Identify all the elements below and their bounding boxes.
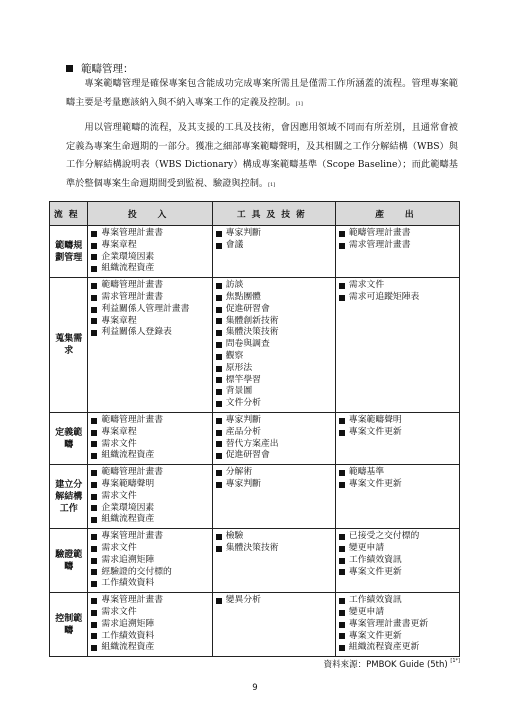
list-item [91,467,208,479]
list-item [216,316,332,328]
list-item-text: 利益關係人管理計畫書 [101,303,190,314]
list-item-text: 經驗證的交付標的 [101,566,172,577]
cell-tools [212,593,335,657]
list-item-text: 訪談 [225,280,244,291]
source-text: 資料來源：PMBOK Guide (5th) [323,660,448,670]
header-outputs: 產 出 [335,202,459,226]
paragraph-1-text: 專案範疇管理是確保專案包含能成功完成專案所需且是僅需工作所涵蓋的流程。管理專案範疇主要是考量應該納入與不納入專案工作的定義及控制。 [66,78,458,108]
cell-tools [212,226,335,278]
outputs-list [339,415,456,439]
list-item-text: 需求可追蹤矩陣表 [348,291,420,302]
outputs-list [339,531,456,578]
list-item [216,280,332,292]
list-item-text: 工作績效資訊 [348,595,402,606]
list-item [216,363,332,375]
list-item-text: 促進研習會 [225,450,270,461]
list-item [339,642,456,654]
list-item-text: 專案管理計畫書 [101,531,164,542]
list-item [216,375,332,387]
list-item-text: 工作績效資料 [101,578,155,589]
list-item-text: 檢驗 [225,531,244,542]
table-row [50,593,460,657]
square-bullet-icon [216,243,222,249]
list-item-text: 需求管理計畫書 [348,239,411,250]
square-bullet-icon [216,366,222,372]
page-number: 9 [252,683,258,693]
list-item-text: 組織流程資產 [101,514,155,525]
list-item [91,439,208,451]
cell-outputs [335,412,459,464]
square-bullet-icon [91,610,97,616]
square-bullet-icon [216,534,222,540]
tools-list [216,467,332,491]
square-bullet-icon [216,354,222,360]
square-bullet-icon [216,470,222,476]
list-item-text: 需求文件 [101,490,137,501]
cell-outputs [335,593,459,657]
square-bullet-icon [216,231,222,237]
list-item [216,415,332,427]
cell-inputs [88,465,212,529]
square-bullet-icon [216,482,222,488]
list-item-text: 專案管理計畫書 [101,228,164,238]
list-item [91,280,208,292]
scope-process-table [49,201,460,657]
list-item-text: 組織流程資產更新 [348,642,420,653]
list-item-text: 範疇管理計畫書 [101,414,164,425]
cell-inputs [88,593,212,657]
cell-tools [212,465,335,529]
list-item [339,427,456,439]
list-item-text: 需求文件 [101,542,137,553]
square-bullet-icon [216,401,222,407]
list-item-text: 專家判斷 [225,478,261,489]
square-bullet-icon [216,342,222,348]
list-item-text: 專案管理計畫書 [101,595,164,606]
outputs-list [339,228,456,252]
square-bullet-icon [216,330,222,336]
section-heading-text: 範疇管理： [81,63,134,75]
list-item [339,567,456,579]
list-item-text: 專案文件更新 [348,478,402,489]
list-item-text: 產品分析 [225,426,261,437]
list-item [339,531,456,543]
square-bullet-icon [339,295,345,301]
tools-list [216,280,332,410]
square-bullet-icon [339,430,345,436]
list-item-text: 會議 [225,239,244,250]
cell-outputs [335,465,459,529]
square-bullet-icon [216,453,222,459]
list-item [91,240,208,252]
square-bullet-icon [91,307,97,313]
list-item-text: 變更申請 [348,606,385,617]
list-item-text: 標竿學習 [225,374,261,385]
process-name: 蒐集需求 [50,278,88,413]
square-bullet-icon [91,318,97,324]
list-item [339,240,456,252]
list-item [91,555,208,567]
list-item [216,386,332,398]
list-item-text: 專家判斷 [225,414,261,425]
list-item [91,607,208,619]
square-bullet-icon [216,546,222,552]
process-name: 建立分解結構工作 [50,465,88,529]
list-item [216,467,332,479]
square-bullet-icon [91,470,97,476]
list-item [91,642,208,654]
section-heading [66,61,134,76]
list-item-text: 文件分析 [225,398,261,409]
square-bullet-icon [216,418,222,424]
square-bullet-icon [91,231,97,237]
cell-inputs [88,226,212,278]
square-bullet-icon [216,283,222,289]
list-item-text: 焦點團體 [225,291,261,302]
list-item-text: 專案章程 [101,426,137,437]
list-item [216,531,332,543]
list-item-text: 需求文件 [101,606,137,617]
square-bullet-icon [91,482,97,488]
list-item-text: 範疇管理計畫書 [101,467,164,478]
list-item-text: 需求追溯矩陣 [101,554,155,565]
list-item [91,567,208,579]
list-item-text: 工作績效資訊 [348,554,402,565]
list-item [216,439,332,451]
header-process: 流程 [50,202,88,226]
paragraph-2 [66,119,458,194]
list-item [216,479,332,491]
square-bullet-icon [216,307,222,313]
list-item [339,543,456,555]
source-note [324,658,460,670]
list-item [339,555,456,567]
header-tools: 工具及技術 [212,202,335,226]
list-item [339,619,456,631]
square-bullet-icon [91,598,97,604]
square-bullet-icon [91,505,97,511]
list-item-text: 變更申請 [348,542,385,553]
process-name: 定義範疇 [50,412,88,464]
process-name: 控制範疇 [50,593,88,657]
list-item-text: 企業環境因素 [101,502,155,513]
list-item-text: 專案章程 [101,315,137,326]
cell-inputs [88,412,212,464]
square-bullet-icon [91,581,97,587]
inputs-list [91,280,208,339]
square-bullet-icon [216,318,222,324]
list-item [339,479,456,491]
list-item [91,252,208,264]
table-row [50,226,460,278]
inputs-list [91,415,208,462]
list-item [91,304,208,316]
table-row [50,278,460,413]
list-item [339,228,456,240]
list-item [91,619,208,631]
list-item [216,595,332,607]
list-item [91,631,208,643]
paragraph-1 [66,75,458,113]
table-header-row [50,202,460,226]
list-item [216,351,332,363]
list-item [91,531,208,543]
list-item [91,450,208,462]
square-bullet-icon [339,283,345,289]
list-item-text: 組織流程資產 [101,642,155,653]
square-bullet-icon [91,453,97,459]
source-citation: [1*] [450,658,460,664]
list-item-text: 問卷與調查 [225,339,270,350]
square-bullet-icon [91,517,97,523]
square-bullet-icon [91,569,97,575]
cell-tools [212,529,335,593]
list-item [91,415,208,427]
list-item-text: 專案文件更新 [348,630,402,641]
list-item-text: 集體決策技術 [225,327,279,338]
list-item-text: 利益關係人登錄表 [101,327,172,338]
paragraph-2-text: 用以管理範疇的流程，及其支援的工具及技術，會因應用領域不同而有所差別，且通常會被定義為專案生命週期的一部分。獲准之細部專案範疇聲明，及其相關之工作分解結構（WBS）與工作分解結構說明表（WBS Dictionary）構成專案範疇基準（Scope Baseline）；而此範疇基準於整個專案生命週期間受到監視、驗證與控制。 [66,122,458,189]
square-bullet-icon [216,389,222,395]
list-item-text: 專案範疇聲明 [348,414,402,425]
square-bullet-icon [216,377,222,383]
square-bullet-icon [91,633,97,639]
table-row [50,412,460,464]
list-item [216,398,332,410]
square-bullet-icon [91,330,97,336]
list-item-text: 需求管理計畫書 [101,291,164,302]
list-item-text: 組織流程資產 [101,450,155,461]
inputs-list [91,228,208,275]
square-bullet-icon [66,65,73,72]
inputs-list [91,467,208,526]
list-item [91,514,208,526]
list-item-text: 範疇管理計畫書 [348,228,411,238]
list-item-text: 變異分析 [225,595,261,606]
square-bullet-icon [339,418,345,424]
list-item-text: 專案範疇聲明 [101,478,155,489]
tools-list [216,531,332,555]
table-row [50,465,460,529]
list-item [216,292,332,304]
square-bullet-icon [91,430,97,436]
outputs-list [339,467,456,491]
tools-list [216,595,332,607]
citation: [1] [295,100,303,107]
list-item-text: 專案文件更新 [348,566,402,577]
list-item-text: 專家判斷 [225,228,261,238]
square-bullet-icon [339,534,345,540]
cell-outputs [335,278,459,413]
square-bullet-icon [339,645,345,651]
square-bullet-icon [91,254,97,260]
square-bullet-icon [91,295,97,301]
table-row [50,529,460,593]
list-item [91,292,208,304]
square-bullet-icon [216,295,222,301]
list-item [216,228,332,240]
list-item-text: 需求追溯矩陣 [101,618,155,629]
list-item-text: 分解術 [225,467,253,478]
citation: [1] [268,181,276,188]
list-item [91,228,208,240]
list-item-text: 工作績效資料 [101,630,155,641]
list-item [216,339,332,351]
list-item [91,491,208,503]
list-item-text: 促進研習會 [225,303,270,314]
square-bullet-icon [216,430,222,436]
list-item [216,450,332,462]
square-bullet-icon [91,558,97,564]
list-item [91,263,208,275]
cell-inputs [88,529,212,593]
outputs-list [339,280,456,304]
process-name: 範疇規劃管理 [50,226,88,278]
tools-list [216,228,332,252]
header-inputs: 投 入 [88,202,212,226]
inputs-list [91,531,208,590]
list-item [216,327,332,339]
outputs-list [339,595,456,654]
square-bullet-icon [91,546,97,552]
list-item-text: 已接受之交付標的 [348,531,420,542]
square-bullet-icon [91,494,97,500]
list-item [339,415,456,427]
square-bullet-icon [339,546,345,552]
list-item-text: 專案管理計畫書更新 [348,618,429,629]
list-item [339,595,456,607]
list-item-text: 範疇管理計畫書 [101,280,164,291]
list-item [91,543,208,555]
square-bullet-icon [91,534,97,540]
list-item [91,503,208,515]
list-item [339,467,456,479]
table-body [50,226,460,657]
list-item-text: 替代方案產出 [225,438,279,449]
list-item [216,427,332,439]
list-item-text: 原形法 [225,362,253,373]
square-bullet-icon [339,610,345,616]
list-item-text: 需求文件 [101,438,137,449]
cell-tools [212,412,335,464]
square-bullet-icon [339,633,345,639]
square-bullet-icon [339,482,345,488]
square-bullet-icon [216,598,222,604]
square-bullet-icon [91,418,97,424]
list-item [91,578,208,590]
list-item-text: 專案章程 [101,239,137,250]
list-item-text: 專案文件更新 [348,426,402,437]
square-bullet-icon [216,441,222,447]
list-item-text: 需求文件 [348,280,385,291]
square-bullet-icon [91,441,97,447]
cell-inputs [88,278,212,413]
square-bullet-icon [339,569,345,575]
list-item [91,316,208,328]
square-bullet-icon [91,283,97,289]
cell-outputs [335,226,459,278]
square-bullet-icon [339,558,345,564]
square-bullet-icon [339,598,345,604]
square-bullet-icon [339,470,345,476]
cell-outputs [335,529,459,593]
tools-list [216,415,332,462]
square-bullet-icon [91,622,97,628]
list-item [91,427,208,439]
square-bullet-icon [91,266,97,272]
list-item-text: 企業環境因素 [101,251,155,262]
cell-tools [212,278,335,413]
square-bullet-icon [91,243,97,249]
square-bullet-icon [339,622,345,628]
list-item [91,595,208,607]
square-bullet-icon [91,645,97,651]
list-item-text: 集體決策技術 [225,542,279,553]
list-item [339,607,456,619]
list-item [339,631,456,643]
list-item-text: 集體創新技術 [225,315,279,326]
list-item [216,240,332,252]
list-item [339,292,456,304]
list-item-text: 組織流程資產 [101,263,155,274]
list-item-text: 範疇基準 [348,467,385,478]
inputs-list [91,595,208,654]
list-item-text: 觀察 [225,350,244,361]
list-item [216,543,332,555]
process-name: 驗證範疇 [50,529,88,593]
list-item [339,280,456,292]
list-item [91,479,208,491]
list-item [91,327,208,339]
square-bullet-icon [339,231,345,237]
square-bullet-icon [339,243,345,249]
list-item-text: 背景圖 [225,386,253,397]
list-item [216,304,332,316]
